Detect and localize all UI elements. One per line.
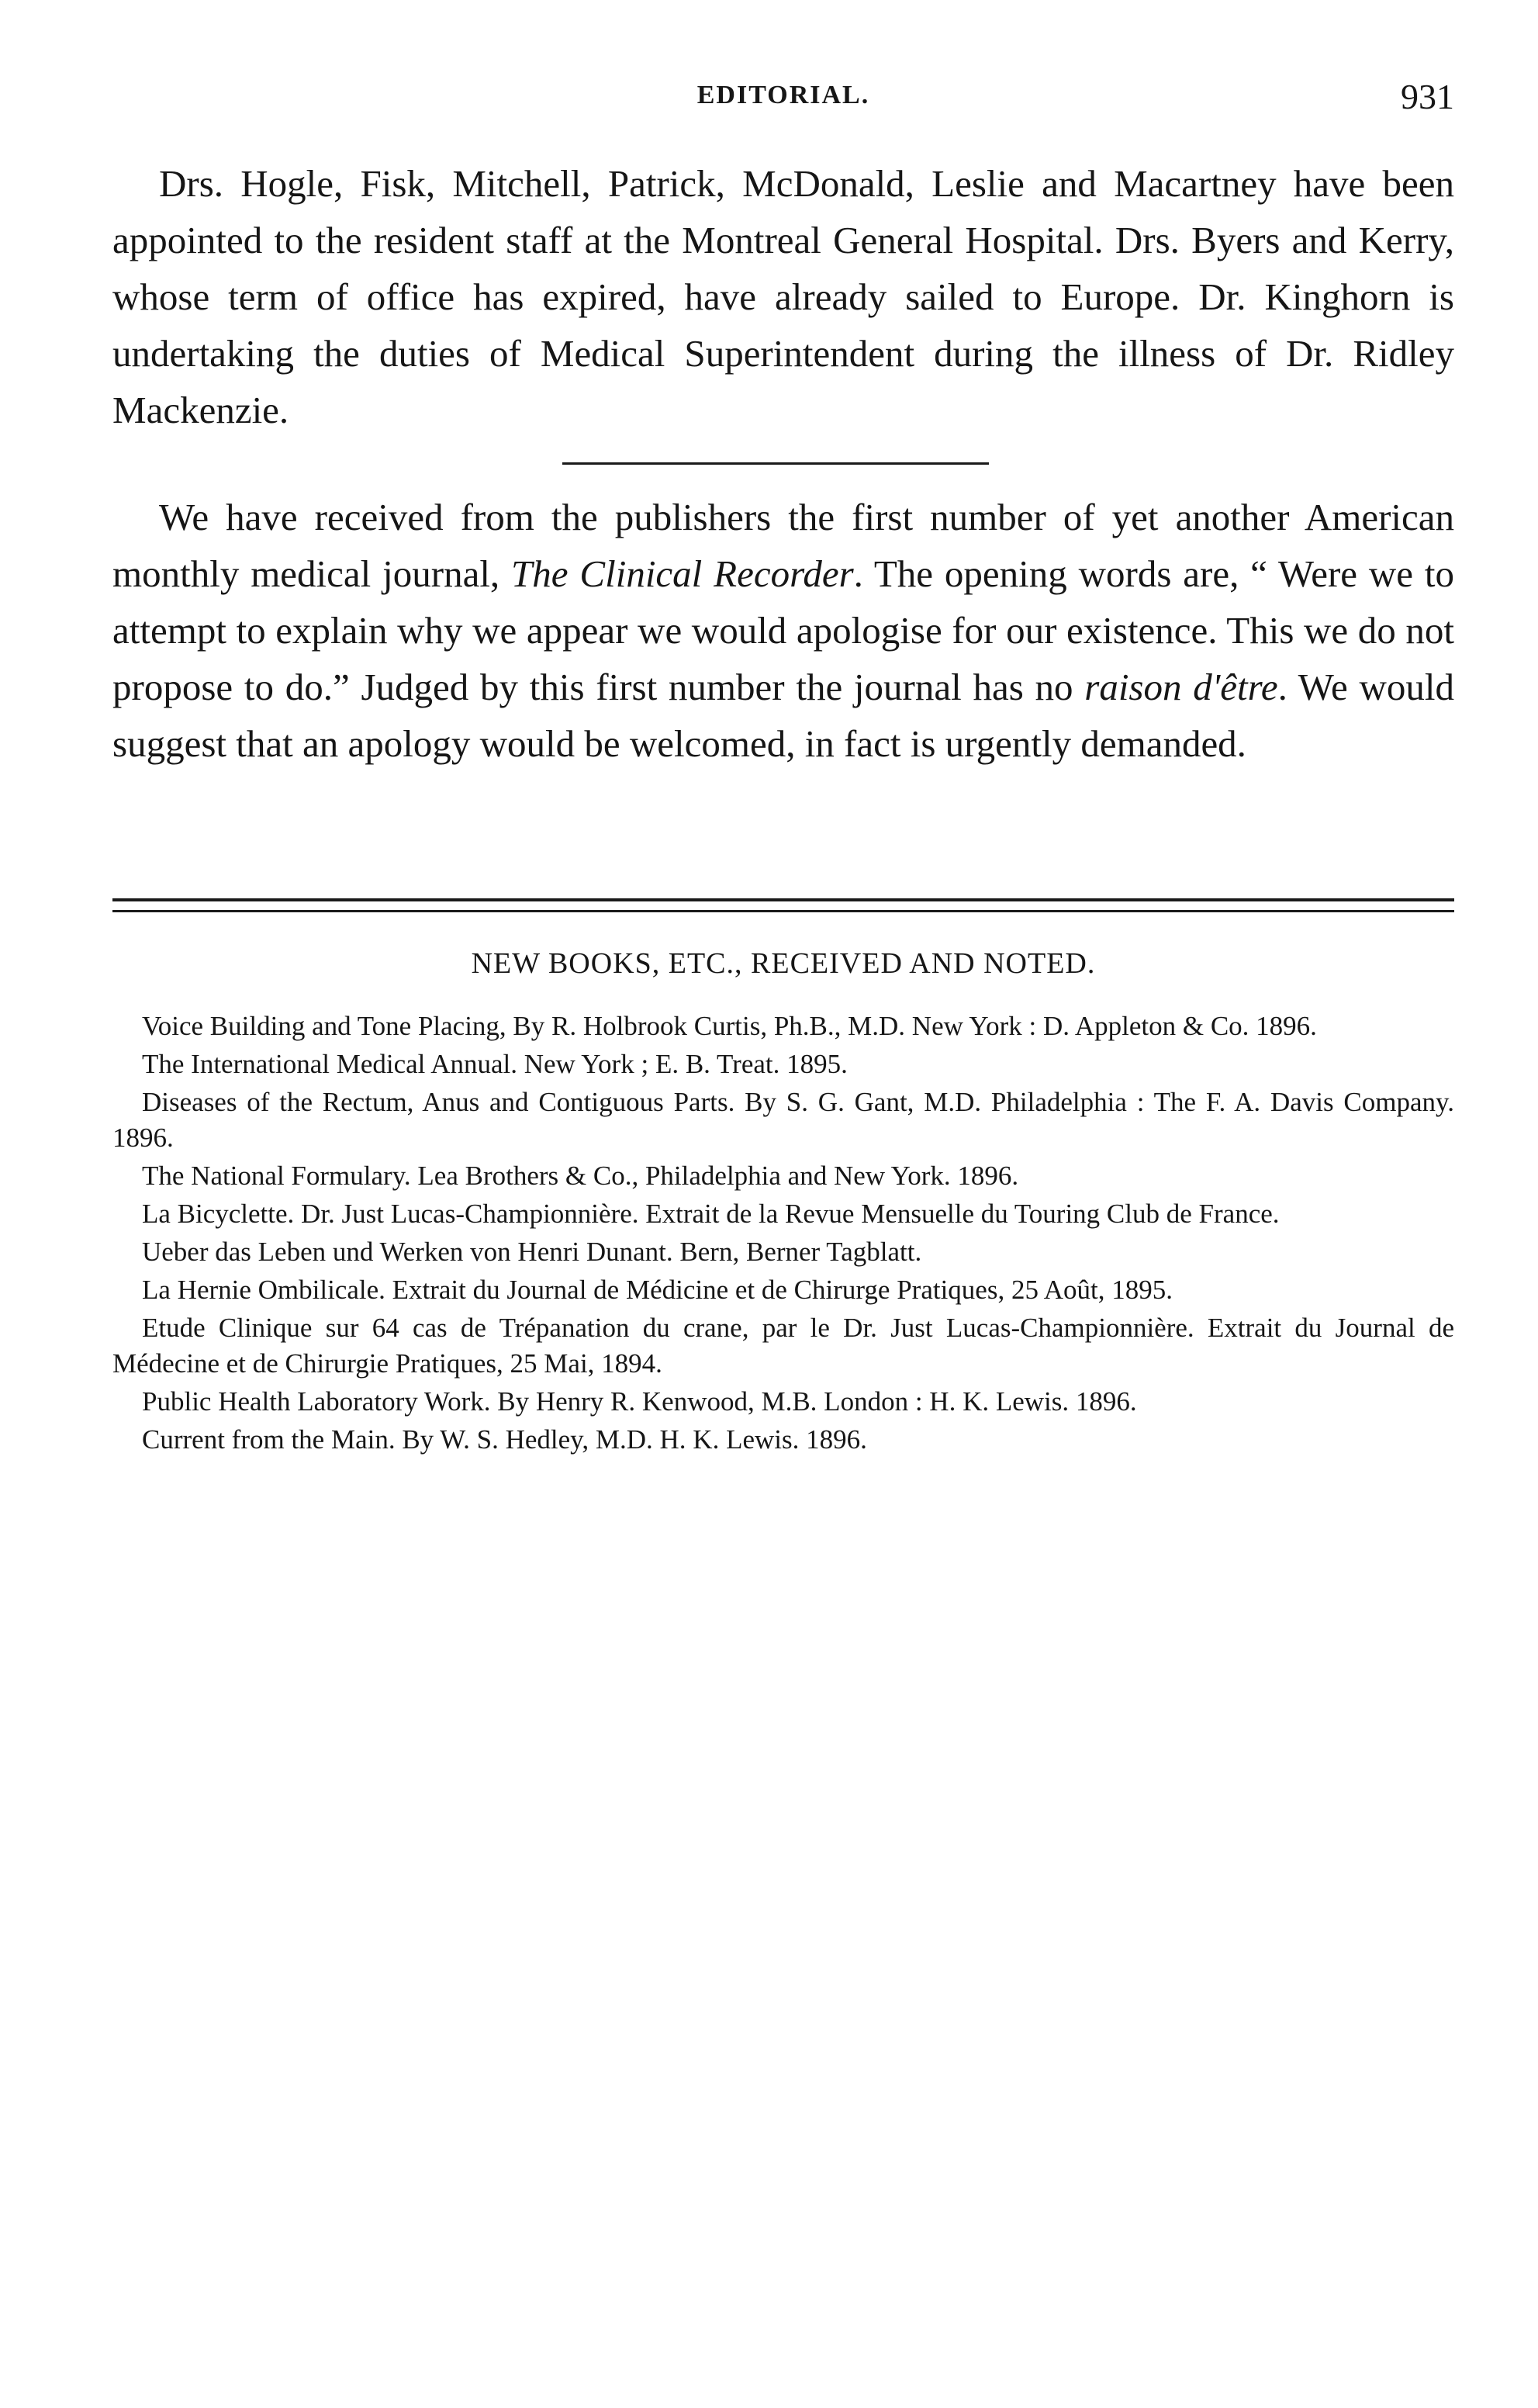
editorial-paragraph-staff: Drs. Hogle, Fisk, Mitchell, Patrick, McDonald, Leslie and Macartney have been appointed to the resident staff at the Montreal General Hospital. Drs. Byers and Kerry, whose term of office has expired, have already sailed to Europe. Dr. Kinghorn is undertaking the duties of Medical Superintendent during the illness of Dr. Ridley Mackenzie. [112, 162, 1454, 431]
book-entry: Diseases of the Rectum, Anus and Contiguous Parts. By S. G. Gant, M.D. Philadelphia : The F. A. Davis Company. 1896. [112, 1087, 1454, 1153]
document-page [112, 0, 1454, 2408]
book-entry: The National Formulary. Lea Brothers & Co., Philadelphia and New York. 1896. [142, 1161, 1019, 1191]
journal-title: The Clinical Recorder [511, 552, 854, 595]
editorial-paragraph-journal [112, 489, 1454, 772]
page-number: 931 [1401, 77, 1454, 116]
book-entry: Voice Building and Tone Placing, By R. Holbrook Curtis, Ph.B., M.D. New York : D. Appleton & Co. 1896. [142, 1011, 1317, 1041]
raison-detre-phrase: raison d'être [1084, 666, 1278, 708]
paragraph-text-part: . We would suggest that an apology would be welcomed, in fact is urgently demanded. [112, 666, 1454, 765]
double-rule-divider [112, 898, 1454, 912]
book-entry: La Bicyclette. Dr. Just Lucas-Championnière. Extrait de la Revue Mensuelle du Touring Club de France. [142, 1199, 1280, 1229]
running-title: EDITORIAL. [696, 81, 870, 109]
paragraph-text-part: We have received from the publishers the first number of yet another American monthly medical journal, [112, 496, 1454, 595]
running-head [112, 76, 1454, 123]
book-entry: Current from the Main. By W. S. Hedley, M.D. H. K. Lewis. 1896. [142, 1424, 867, 1455]
book-entry: Ueber das Leben und Werken von Henri Dunant. Bern, Berner Tagblatt. [142, 1237, 922, 1267]
new-books-heading: NEW BOOKS, ETC., RECEIVED AND NOTED. [471, 947, 1096, 980]
book-entry: The International Medical Annual. New York ; E. B. Treat. 1895. [142, 1049, 848, 1079]
book-entry: Public Health Laboratory Work. By Henry R. Kenwood, M.B. London : H. K. Lewis. 1896. [142, 1386, 1137, 1417]
book-entry: La Hernie Ombilicale. Extrait du Journal de Médicine et de Chirurge Pratiques, 25 Août, 1895. [142, 1275, 1173, 1305]
book-entry: Etude Clinique sur 64 cas de Trépanation du crane, par le Dr. Just Lucas-Championnière. Extrait du Journal de Médecine et de Chirurgie Pratiques, 25 Mai, 1894. [112, 1313, 1454, 1379]
section-divider [562, 462, 989, 465]
paragraph-text-part: . The opening words are, “ Were we to attempt to explain why we appear we would apologise for our existence. This we do not propose to do.” Judged by this first number the journal has no [112, 552, 1454, 708]
new-books-list [112, 1009, 1454, 1460]
